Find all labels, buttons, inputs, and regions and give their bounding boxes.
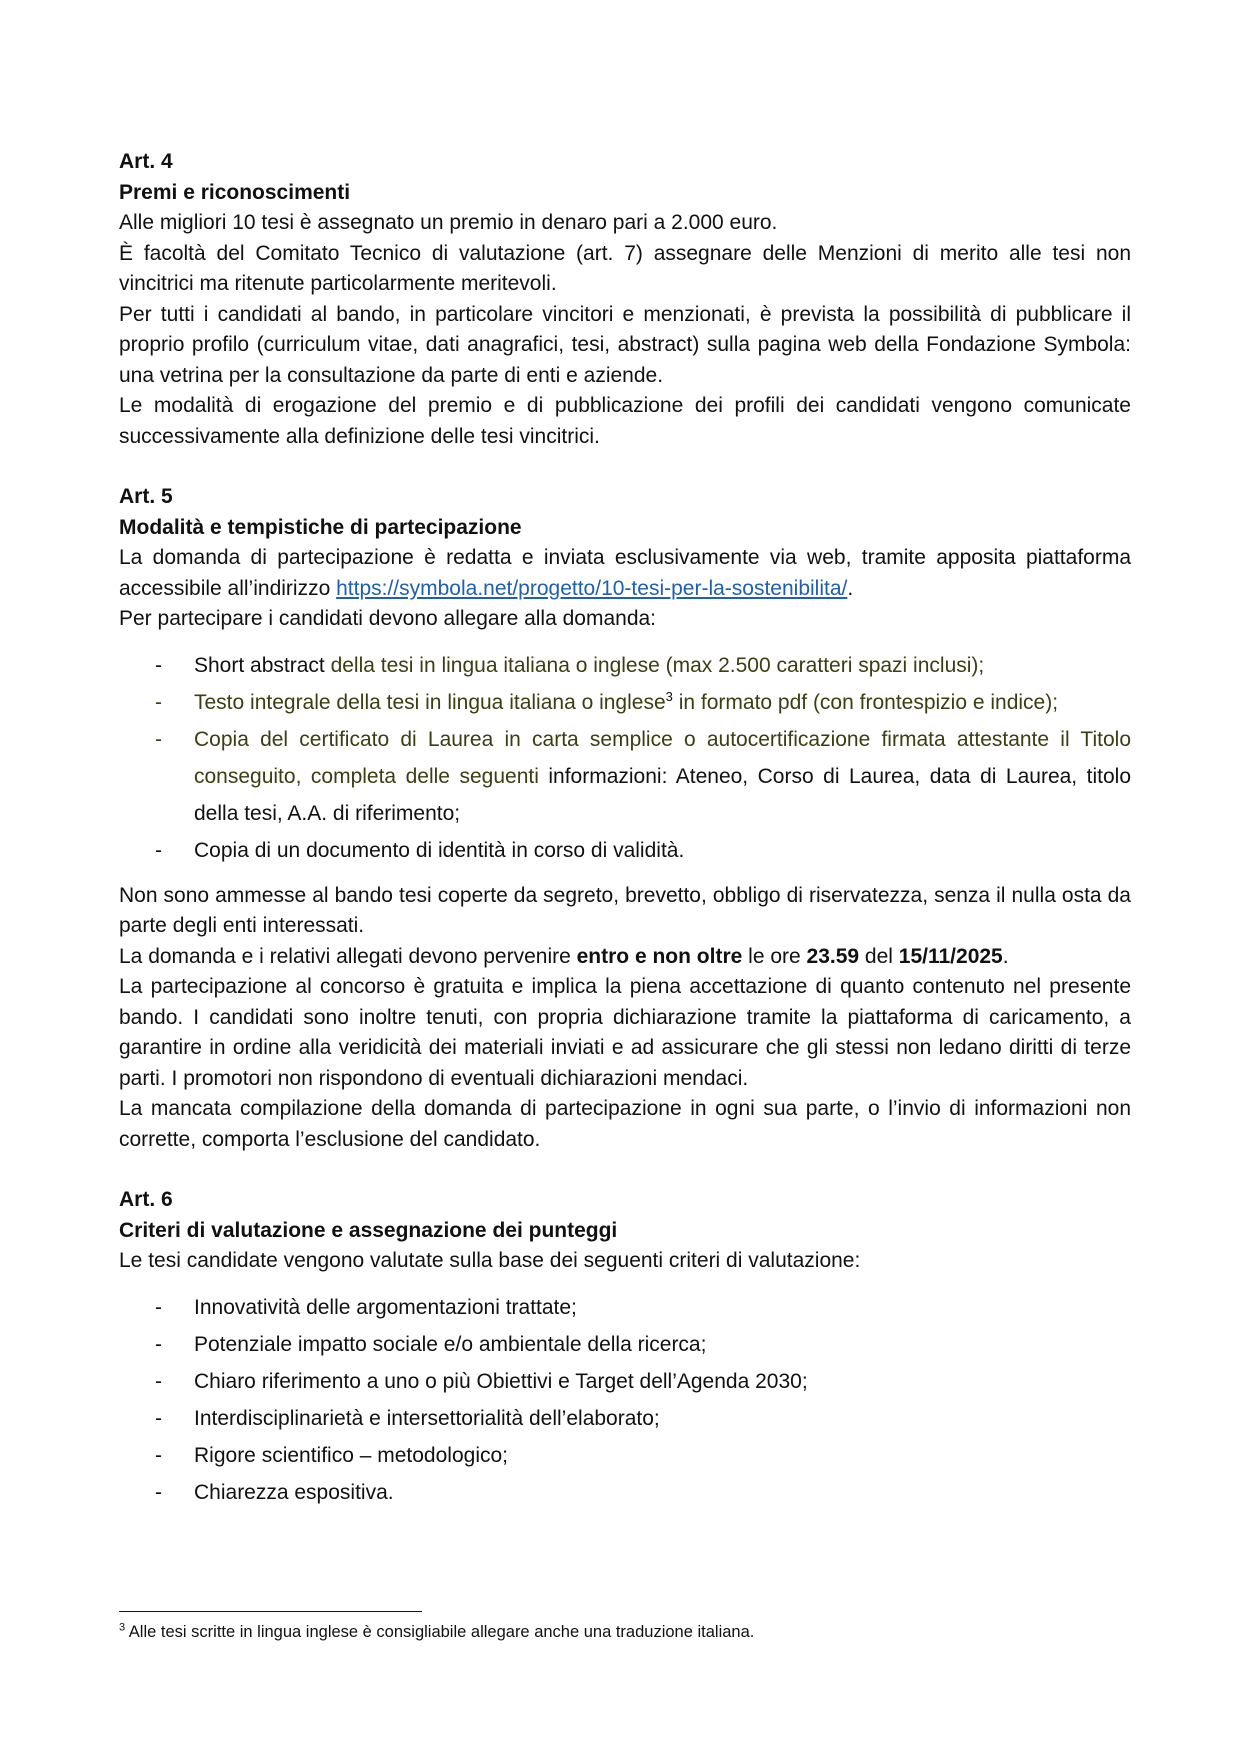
list-item	[119, 647, 1131, 684]
article-4-number: Art. 4	[119, 150, 173, 173]
list-item	[119, 684, 1131, 721]
list-dash: -	[155, 1369, 162, 1393]
list-item	[119, 1289, 1131, 1326]
footnote-mark: 3	[119, 1621, 126, 1634]
criterion-text: Innovatività delle argomentazioni trattate;	[194, 1295, 577, 1319]
article-4-paragraph-profile: Per tutti i candidati al bando, in particolare vincitori e menzionati, è prevista la possibilità di pubblicare il proprio profilo (curriculum vitae, dati anagrafici, tesi, abstract) sulla pagina web della Fondazione Symbola: una vetrina per la consultazione da parte di enti e aziende.	[119, 302, 1131, 387]
criterion-text: Chiarezza espositiva.	[194, 1480, 394, 1504]
criterion-text: Potenziale impatto sociale e/o ambientale della ricerca;	[194, 1332, 707, 1356]
deadline-text: La domanda e i relativi allegati devono pervenire	[119, 944, 577, 968]
list-dash: -	[155, 653, 162, 677]
footnote	[119, 1621, 754, 1643]
criterion-text: Rigore scientifico – metodologico;	[194, 1443, 508, 1467]
article-5-paragraph-free-participation: La partecipazione al concorso è gratuita e implica la piena accettazione di quanto contenuto nel presente bando. I candidati sono inoltre tenuti, con propria dichiarazione tramite la piattaforma di caricamento, a garantire in ordine alla veridicità dei materiali inviati e ad assicurare che gli stessi non ledano diritti di terze parti. I promotori non rispondono di eventuali dichiarazioni mendaci.	[119, 975, 1131, 1090]
article-4-paragraph-modalities: Le modalità di erogazione del premio e di pubblicazione dei profili dei candidati vengono comunicate successivamente alla definizione delle tesi vincitrici.	[119, 394, 1131, 448]
list-dash: -	[155, 1406, 162, 1430]
list-item	[119, 1474, 1131, 1511]
article-4-title: Premi e riconoscimenti	[119, 180, 351, 204]
deadline-text: le ore	[742, 944, 807, 968]
list-item	[119, 1437, 1131, 1474]
criterion-text: Chiaro riferimento a uno o più Obiettivi e Target dell’Agenda 2030;	[194, 1369, 808, 1393]
article-4-paragraph-mentions: È facoltà del Comitato Tecnico di valutazione (art. 7) assegnare delle Menzioni di merito alle tesi non vincitrici ma ritenute particolarmente meritevoli.	[119, 241, 1131, 295]
article-6-intro: Le tesi candidate vengono valutate sulla base dei seguenti criteri di valutazione:	[119, 1249, 861, 1272]
list-item-text: Copia di un documento di identità in corso di validità.	[194, 838, 685, 862]
list-item	[119, 1400, 1131, 1437]
list-dash: -	[155, 1332, 162, 1356]
list-item	[119, 721, 1131, 832]
list-dash: -	[155, 1443, 162, 1467]
article-5-paragraph-submission	[119, 543, 1131, 604]
list-item	[119, 1363, 1131, 1400]
deadline-date: 15/11/2025	[898, 944, 1003, 968]
list-item-text: della tesi in lingua italiana o inglese (max 2.500 caratteri spazi inclusi);	[330, 653, 985, 677]
page-content	[119, 147, 1131, 1541]
list-item-text: in formato pdf (con frontespizio e indice);	[672, 690, 1059, 714]
list-dash: -	[155, 690, 162, 714]
article-5-number: Art. 5	[119, 485, 173, 508]
list-item-text: informazioni: Ateneo, Corso di Laurea, data di Laurea, titolo della tesi, A.A. di riferimento;	[194, 764, 1131, 825]
platform-link[interactable]: https://symbola.net/progetto/10-tesi-per-la-sostenibilita/	[336, 576, 848, 600]
list-dash: -	[155, 838, 162, 862]
list-dash: -	[155, 727, 162, 751]
article-5-title: Modalità e tempistiche di partecipazione	[119, 515, 522, 539]
article-5-list-intro: Per partecipare i candidati devono allegare alla domanda:	[119, 607, 657, 630]
article-5-paragraph-deadline	[119, 942, 1131, 973]
article-6-number: Art. 6	[119, 1188, 173, 1211]
list-dash: -	[155, 1480, 162, 1504]
attachments-list	[119, 647, 1131, 869]
article-6-title: Criteri di valutazione e assegnazione dei punteggi	[119, 1218, 618, 1242]
list-item-text: Short abstract	[194, 653, 331, 677]
footnote-separator	[119, 1611, 422, 1612]
submission-text: La domanda di partecipazione è redatta e inviata esclusivamente via web, tramite apposita piattaforma accessibile all’indirizzo	[119, 546, 1131, 600]
list-item	[119, 832, 1131, 869]
article-5	[119, 482, 1131, 1155]
deadline-text: .	[1002, 944, 1009, 968]
deadline-text: del	[859, 944, 899, 968]
article-5-paragraph-incomplete: La mancata compilazione della domanda di partecipazione in ogni sua parte, o l’invio di informazioni non corrette, comporta l’esclusione del candidato.	[119, 1097, 1131, 1151]
list-dash: -	[155, 1295, 162, 1319]
list-item-text: Copia del certificato di Laurea in carta semplice o autocertificazione firmata attestante il Titolo conseguito, completa delle seguenti	[194, 727, 1131, 788]
deadline-time: 23.59	[806, 944, 860, 968]
list-item-text: Testo integrale della tesi in lingua italiana o inglese	[194, 690, 666, 714]
article-5-paragraph-exclusions: Non sono ammesse al bando tesi coperte da segreto, brevetto, obbligo di riservatezza, senza il nulla osta da parte degli enti interessati.	[119, 883, 1131, 937]
submission-text-end: .	[847, 576, 854, 600]
footnote-text: Alle tesi scritte in lingua inglese è consigliabile allegare anche una traduzione italiana.	[125, 1623, 755, 1641]
list-item	[119, 1326, 1131, 1363]
criterion-text: Interdisciplinarietà e intersettorialità dell’elaborato;	[194, 1406, 660, 1430]
footnote-reference[interactable]: 3	[665, 688, 673, 704]
article-4	[119, 147, 1131, 452]
article-6	[119, 1185, 1131, 1511]
deadline-emphasis: entro e non oltre	[576, 944, 743, 968]
article-4-paragraph-prize: Alle migliori 10 tesi è assegnato un premio in denaro pari a 2.000 euro.	[119, 211, 778, 234]
criteria-list	[119, 1289, 1131, 1511]
